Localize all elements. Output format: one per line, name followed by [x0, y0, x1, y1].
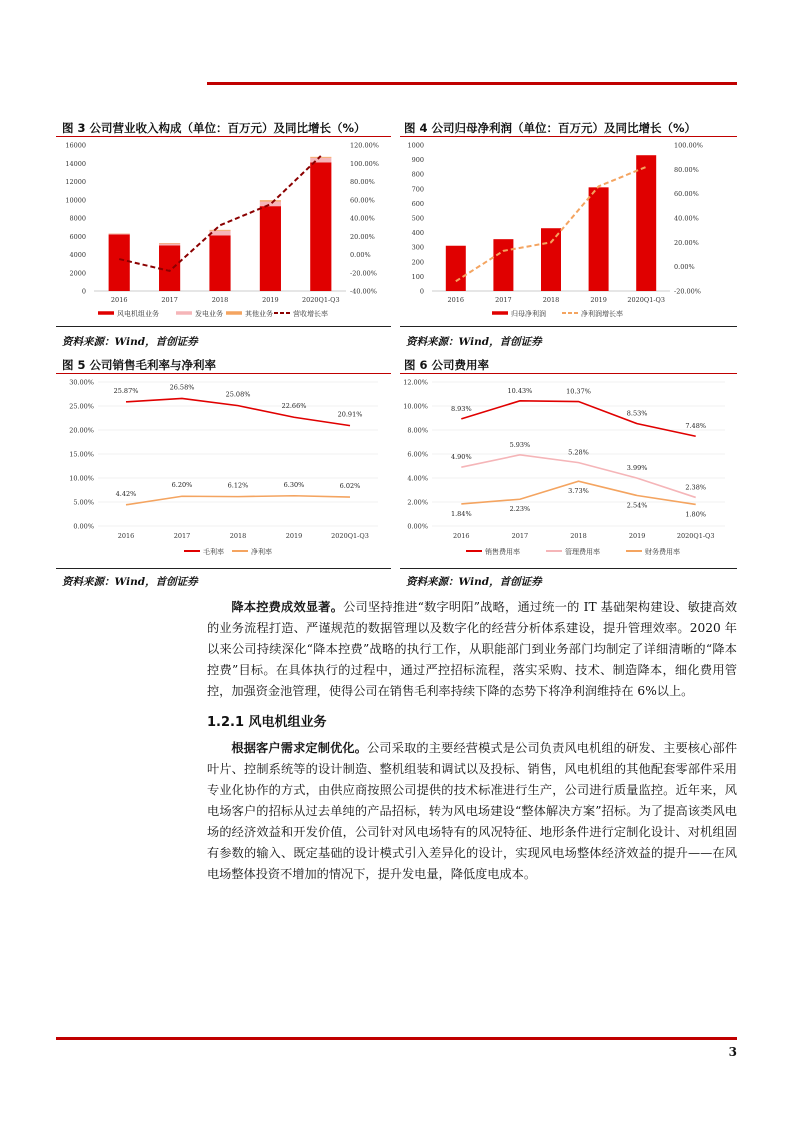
y-tick-label: 400	[411, 229, 424, 238]
y-tick-label: 1000	[407, 141, 424, 150]
y2-tick-label: 40.00%	[350, 214, 375, 223]
legend-label-0: 归母净利润	[511, 310, 546, 318]
y-tick-label: 0	[419, 287, 424, 296]
bar-2-1	[159, 243, 180, 244]
y-tick-label: 0.00%	[73, 522, 94, 531]
y-tick-label: 10.00%	[403, 402, 428, 411]
y-tick-label: 6.00%	[407, 450, 428, 459]
figure-3-chart	[56, 138, 391, 324]
bar-0-0	[109, 234, 130, 291]
y2-tick-label: 100.00%	[350, 159, 379, 168]
bar-0-2	[541, 228, 561, 291]
bar-0-3	[260, 206, 281, 291]
y2-tick-label: 40.00%	[674, 214, 699, 223]
figure-5-chart	[56, 375, 391, 565]
figure-3-source-rule	[56, 326, 391, 327]
figure-4-source: 资料来源：Wind，首创证券	[406, 336, 542, 348]
y2-tick-label: 20.00%	[350, 232, 375, 241]
bar-0-1	[493, 239, 513, 291]
y-tick-label: 2.00%	[407, 498, 428, 507]
legend-label-3: 营收增长率	[293, 310, 328, 318]
figure-5-source: 资料来源：Wind，首创证券	[62, 576, 198, 588]
bar-0-2	[209, 235, 230, 291]
y2-tick-label: -20.00%	[674, 287, 701, 296]
y-tick-label: 6000	[69, 232, 86, 241]
y-tick-label: 0	[81, 287, 86, 296]
x-tick-label: 2016	[447, 296, 465, 304]
legend-label-1: 净利润增长率	[581, 310, 623, 318]
paragraph-cost-control	[207, 597, 737, 702]
paragraph-customization-text: 公司采取的主要经营模式是公司负责风电机组的研发、主要核心部件叶片、控制系统等的设计制造、整机组装和调试以及投标、销售，风电机组的其他配套零部件采用专业化协作的方式，由供应商按照公司提供的技术标准进行生产，公司进行质量监控。近年来，风电场客户的招标从过去单纯的产品招标，转为风电场建设“整体解决方案”招标。为了提高该类风电场的经济效益和开发价值，公司针对风电场特有的风况特征、地形条件进行定制化设计、对机组固有参数的输入、既定基础的设计模式引入差异化的设计，实现风电场整体经济效益的提升——在风电场整体投资不增加的情况下，提升发电量，降低度电成本。	[207, 741, 738, 881]
y-tick-label: 12000	[65, 178, 86, 186]
page-number: 3	[728, 1045, 737, 1059]
footer-rule	[56, 1037, 737, 1040]
data-label-1-0: 4.90%	[450, 453, 472, 462]
data-label-1-1: 6.20%	[171, 481, 193, 490]
y-tick-label: 500	[411, 214, 424, 223]
y-tick-label: 300	[411, 243, 424, 252]
data-label-2-2: 3.73%	[568, 487, 589, 496]
y2-tick-label: 100.00%	[674, 141, 703, 150]
y-tick-label: 15.00%	[69, 450, 94, 459]
x-tick-label: 2016	[117, 532, 135, 540]
x-tick-label: 2018	[570, 532, 587, 540]
data-label-1-4: 2.38%	[685, 483, 707, 492]
figure-3-source: 资料来源：Wind，首创证券	[62, 336, 198, 348]
data-label-0-4: 7.48%	[685, 422, 707, 431]
x-tick-label: 2017	[495, 296, 512, 304]
figure-4-title: 图 4 公司归母净利润（单位：百万元）及同比增长（%）	[404, 121, 697, 135]
y-tick-label: 12.00%	[403, 378, 428, 387]
data-label-1-4: 6.02%	[339, 482, 361, 491]
data-label-1-1: 5.93%	[509, 440, 531, 449]
y-tick-label: 100	[411, 272, 424, 281]
data-label-0-0: 25.87%	[113, 386, 139, 395]
data-label-0-2: 25.08%	[225, 390, 251, 399]
y2-tick-label: 0.00%	[674, 263, 695, 272]
figure-6-source-rule	[400, 568, 737, 569]
y2-tick-label: 0.00%	[350, 251, 371, 259]
y-tick-label: 10.00%	[69, 474, 94, 483]
legend-label-0: 销售费用率	[485, 548, 520, 556]
data-label-2-0: 1.84%	[450, 509, 472, 518]
y-tick-label: 20.00%	[69, 426, 94, 435]
bar-2-3	[260, 200, 281, 201]
figure-3-title: 图 3 公司营业收入构成（单位：百万元）及同比增长（%）	[62, 121, 366, 135]
data-label-1-0: 4.42%	[115, 489, 137, 498]
x-tick-label: 2016	[110, 296, 128, 304]
data-label-1-3: 3.99%	[626, 464, 648, 473]
bar-1-3	[260, 202, 281, 207]
figure-6-chart	[400, 375, 737, 565]
bar-1-4	[310, 158, 331, 163]
y2-tick-label: -40.00%	[350, 287, 377, 296]
figure-6-source: 资料来源：Wind，首创证券	[406, 576, 542, 588]
bar-0-0	[446, 246, 466, 291]
data-label-0-3: 22.66%	[281, 402, 307, 411]
y-tick-label: 4.00%	[407, 474, 428, 483]
x-tick-label: 2020Q1-Q3	[331, 532, 369, 540]
y-tick-label: 600	[411, 199, 424, 208]
legend-label-2: 财务费用率	[645, 548, 680, 556]
legend-label-1: 净利率	[251, 548, 272, 556]
y-tick-label: 0.00%	[407, 522, 428, 531]
y-tick-label: 25.00%	[69, 402, 94, 411]
legend-label-2: 其他业务	[245, 310, 273, 318]
bar-1-2	[209, 231, 230, 236]
y-tick-label: 30.00%	[69, 378, 94, 387]
y2-tick-label: 60.00%	[674, 190, 699, 199]
x-tick-label: 2019	[262, 296, 279, 304]
figure-5-title: 图 5 公司销售毛利率与净利率	[62, 358, 217, 372]
section-heading-wind-turbine: 1.2.1 风电机组业务	[207, 715, 327, 730]
header-rule	[207, 82, 737, 85]
x-tick-label: 2017	[173, 532, 191, 540]
x-tick-label: 2018	[229, 532, 247, 540]
bar-2-2	[209, 230, 230, 231]
bar-0-4	[310, 162, 331, 291]
paragraph-customization-lead: 根据客户需求定制优化。	[231, 741, 368, 755]
y2-tick-label: 20.00%	[674, 238, 699, 247]
data-label-0-3: 8.53%	[626, 409, 648, 418]
y-tick-label: 900	[411, 156, 424, 165]
x-tick-label: 2018	[542, 296, 560, 304]
x-tick-label: 2020Q1-Q3	[627, 296, 666, 304]
x-tick-label: 2017	[161, 296, 178, 304]
x-tick-label: 2018	[211, 296, 229, 304]
x-tick-label: 2019	[285, 532, 303, 540]
figure-4-source-rule	[400, 326, 737, 327]
y2-tick-label: -20.00%	[350, 269, 377, 278]
x-tick-label: 2019	[628, 532, 646, 540]
paragraph-cost-control-text: 公司坚持推进“数字明阳”战略，通过统一的 IT 基础架构建设、敏捷高效的业务流程打造、严谨规范的数据管理以及数字化的经营分析体系建设，提升管理效率。2020 年以来公司持续深化“降本控费”战略的执行工作，从职能部门到业务部门均制定了详细清晰的“降本控费”目标。在具体执行的过程中，通过严控招标流程，落实采购、技术、制造降本，细化费用管控，加强资金池管理，使得公司在销售毛利率持续下降的态势下将净利润维持在 6%以上。	[207, 600, 738, 698]
data-label-0-2: 10.37%	[566, 387, 591, 396]
figure-4-chart	[400, 138, 737, 324]
y-tick-label: 14000	[65, 159, 86, 168]
y2-tick-label: 60.00%	[350, 196, 375, 205]
y2-tick-label: 80.00%	[674, 165, 699, 174]
y-tick-label: 200	[411, 258, 424, 267]
x-tick-label: 2020Q1-Q3	[301, 296, 340, 304]
series-line-0	[126, 398, 350, 425]
y-tick-label: 4000	[69, 251, 86, 259]
data-label-1-3: 6.30%	[283, 480, 305, 489]
legend-label-0: 风电机组业务	[117, 310, 159, 318]
y-tick-label: 16000	[65, 141, 86, 150]
y-tick-label: 5.00%	[73, 498, 94, 507]
figure-6-title: 图 6 公司费用率	[404, 358, 490, 372]
figure-5-source-rule	[56, 568, 391, 569]
bar-1-0	[109, 234, 130, 235]
series-line-1	[126, 496, 350, 505]
data-label-1-2: 5.28%	[568, 448, 589, 457]
data-label-2-3: 2.54%	[626, 501, 648, 510]
y-tick-label: 800	[411, 170, 424, 179]
paragraph-cost-control-lead: 降本控费成效显著。	[231, 600, 344, 614]
legend-label-1: 管理费用率	[565, 548, 600, 556]
data-label-1-2: 6.12%	[227, 481, 249, 490]
bar-0-4	[636, 155, 656, 291]
x-tick-label: 2016	[453, 532, 470, 540]
data-label-0-4: 20.91%	[337, 410, 363, 419]
data-label-2-1: 2.23%	[509, 505, 531, 514]
y-tick-label: 700	[411, 185, 424, 194]
bar-0-3	[589, 187, 609, 291]
data-label-0-0: 8.93%	[450, 404, 472, 413]
y2-tick-label: 80.00%	[350, 178, 375, 186]
x-tick-label: 2019	[590, 296, 607, 304]
data-label-0-1: 26.58%	[169, 383, 195, 392]
x-tick-label: 2020Q1-Q3	[676, 532, 715, 540]
data-label-0-1: 10.43%	[507, 386, 533, 395]
y2-tick-label: 120.00%	[350, 141, 379, 150]
y-tick-label: 8000	[69, 214, 86, 223]
x-tick-label: 2017	[511, 532, 529, 540]
legend-label-1: 发电业务	[195, 310, 223, 318]
bar-1-1	[159, 244, 180, 246]
y-tick-label: 8.00%	[407, 426, 428, 435]
paragraph-customization	[207, 738, 737, 885]
data-label-2-4: 1.80%	[685, 510, 707, 519]
y-tick-label: 10000	[65, 196, 86, 205]
y-tick-label: 2000	[69, 269, 86, 278]
legend-label-0: 毛利率	[203, 548, 224, 556]
